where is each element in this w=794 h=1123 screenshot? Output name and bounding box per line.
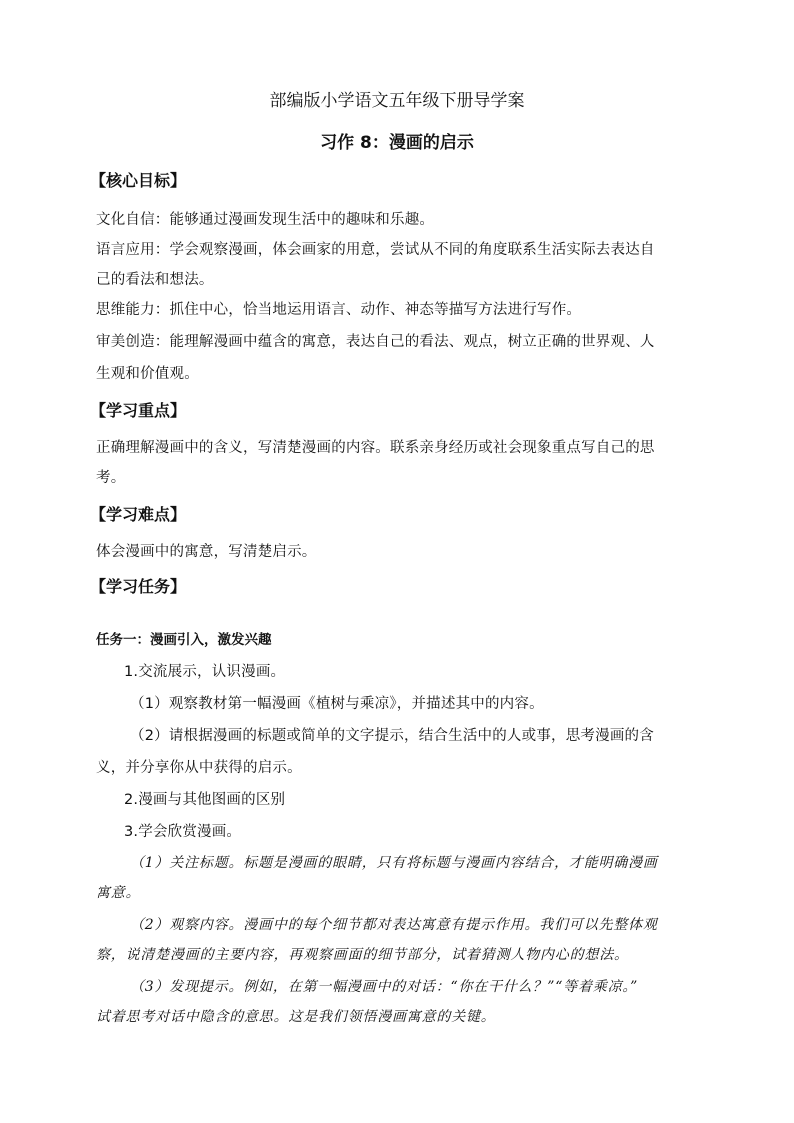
tip-line: 试着思考对话中隐含的意思。这是我们领悟漫画寓意的关键。 — [96, 1009, 496, 1025]
key-point-line: 考。 — [96, 470, 126, 486]
task-item: 3.学会欣赏漫画。 — [124, 824, 242, 840]
core-goal-line: 生观和价值观。 — [96, 366, 199, 382]
core-goal-line: 语言应用：学会观察漫画，体会画家的用意，尝试从不同的角度联系生活实际去表达自 — [96, 242, 655, 258]
key-points-heading: 【学习重点】 — [90, 401, 187, 420]
document-subtitle: 习作 8：漫画的启示 — [320, 133, 474, 153]
core-goals-heading: 【核心目标】 — [90, 171, 187, 190]
task1-title: 任务一：漫画引入，激发兴趣 — [96, 632, 272, 648]
task-item: 2.漫画与其他图画的区别 — [124, 792, 286, 808]
tip-line: （1）关注标题。标题是漫画的眼睛，只有将标题与漫画内容结合，才能明确漫画 — [130, 855, 658, 871]
tasks-heading: 【学习任务】 — [90, 577, 187, 596]
task-item: （1）观察教材第一幅漫画《植树与乘凉》，并描述其中的内容。 — [130, 696, 544, 712]
core-goal-line: 审美创造：能理解漫画中蕴含的寓意，表达自己的看法、观点，树立正确的世界观、人 — [96, 334, 655, 350]
tip-line: （3）发现提示。例如，在第一幅漫画中的对话：“你在干什么？”“等着乘凉。” — [130, 979, 639, 995]
core-goal-line: 文化自信：能够通过漫画发现生活中的趣味和乐趣。 — [96, 212, 435, 228]
tip-line: （2）观察内容。漫画中的每个细节都对表达寓意有提示作用。我们可以先整体观 — [130, 917, 658, 933]
core-goal-line: 思维能力：抓住中心，恰当地运用语言、动作、神态等描写方法进行写作。 — [96, 302, 582, 318]
task-item: （2）请根据漫画的标题或简单的文字提示，结合生活中的人或事，思考漫画的含 — [130, 728, 654, 744]
task-item: 1.交流展示，认识漫画。 — [124, 664, 286, 680]
key-point-line: 正确理解漫画中的含义，写清楚漫画的内容。联系亲身经历或社会现象重点写自己的思 — [96, 440, 655, 456]
document-title: 部编版小学语文五年级下册导学案 — [269, 91, 525, 111]
core-goal-line: 己的看法和想法。 — [96, 272, 214, 288]
tip-line: 寓意。 — [96, 885, 141, 901]
task-item: 义，并分享你从中获得的启示。 — [96, 760, 302, 776]
tip-line: 察，说清楚漫画的主要内容，再观察画面的细节部分，试着猜测人物内心的想法。 — [96, 947, 629, 963]
difficulty-line: 体会漫画中的寓意，写清楚启示。 — [96, 544, 317, 560]
difficulties-heading: 【学习难点】 — [90, 505, 187, 524]
